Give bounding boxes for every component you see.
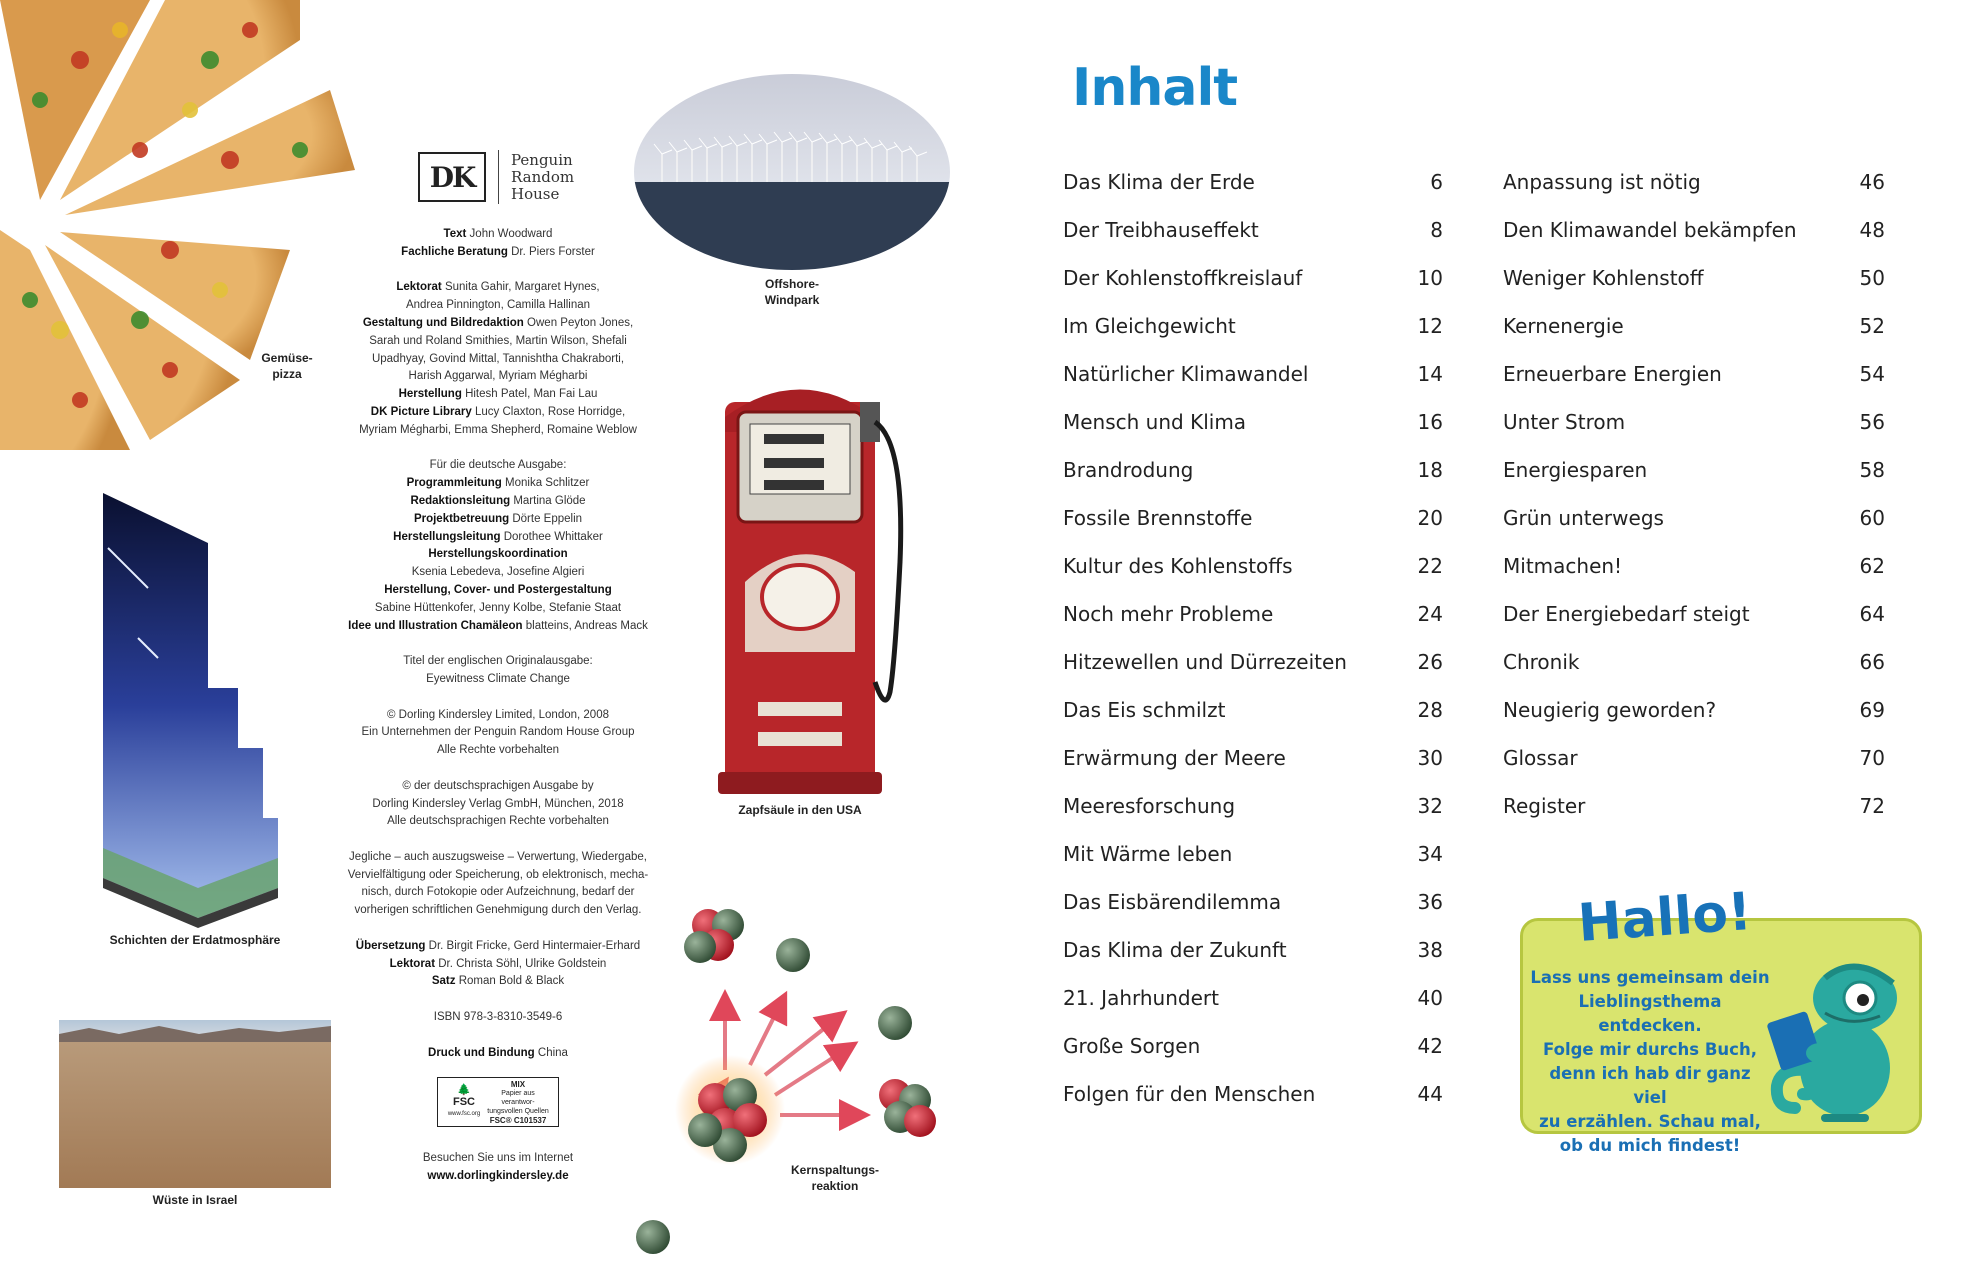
credit-value: Andrea Pinnington, Camilla Hallinan (405, 299, 591, 312)
atmosphere-layers-illustration (88, 488, 288, 928)
credit-line (338, 475, 658, 493)
credit-line (338, 582, 658, 600)
credit-line (338, 884, 658, 902)
credit-label: Lektorat (389, 957, 436, 970)
toc-entry-title: Der Energiebedarf steigt (1503, 602, 1750, 626)
credit-value: vorherigen schriftlichen Genehmigung durch den Verlag. (354, 904, 642, 917)
toc-entry[interactable] (1063, 167, 1443, 197)
gas-pump-photo (690, 362, 940, 802)
credit-line (338, 724, 658, 742)
credit-value: Owen Peyton Jones, (527, 316, 634, 329)
toc-entry-page: 50 (1859, 266, 1885, 290)
toc-entry[interactable] (1063, 599, 1443, 629)
toc-entry[interactable] (1063, 503, 1443, 533)
toc-entry[interactable] (1063, 743, 1443, 773)
credit-label: Herstellungskoordination (428, 548, 568, 561)
credit-value: Dr. Christa Söhl, Ulrike Goldstein (438, 957, 607, 970)
toc-entry-page: 66 (1859, 650, 1885, 674)
credit-value: Hitesh Patel, Man Fai Lau (465, 388, 598, 401)
credit-line (338, 546, 658, 564)
toc-entry-title: Große Sorgen (1063, 1034, 1201, 1058)
credit-value: Upadhyay, Govind Mittal, Tannishtha Chakraborti, (371, 352, 625, 365)
credits-block (338, 226, 658, 1062)
credit-line (338, 226, 658, 244)
credit-value: Monika Schlitzer (505, 477, 590, 490)
toc-entry-page: 20 (1417, 506, 1443, 530)
toc-entry-page: 46 (1859, 170, 1885, 194)
toc-entry[interactable] (1503, 503, 1885, 533)
credit-line (338, 653, 658, 671)
toc-entry-page: 16 (1417, 410, 1443, 434)
credit-value: Dörte Eppelin (512, 512, 583, 525)
toc-entry[interactable] (1063, 647, 1443, 677)
toc-entry-title: 21. Jahrhundert (1063, 986, 1219, 1010)
credit-line (338, 1009, 658, 1027)
toc-entry[interactable] (1503, 695, 1885, 725)
credit-value: Alle deutschsprachigen Rechte vorbehalten (387, 815, 609, 828)
pizza-caption: Gemüse- pizza (261, 351, 313, 381)
toc-entry[interactable] (1503, 407, 1885, 437)
nuclear-fission-illustration (630, 895, 950, 1275)
toc-right-column (1503, 167, 1885, 867)
credit-value: blatteins, Andreas Mack (525, 619, 648, 632)
toc-entry-page: 30 (1417, 746, 1443, 770)
credit-label: Herstellung, Cover- und Postergestaltung (384, 583, 612, 596)
credit-label: Programmleitung (406, 477, 502, 490)
credit-line (338, 742, 658, 760)
toc-entry-page: 69 (1859, 698, 1885, 722)
toc-entry-title: Das Klima der Zukunft (1063, 938, 1287, 962)
credit-line (338, 778, 658, 796)
gas-pump-caption: Zapfsäule in den USA (738, 803, 862, 817)
toc-entry[interactable] (1063, 263, 1443, 293)
toc-title: Inhalt (1072, 58, 1238, 118)
credit-value: China (537, 1046, 568, 1059)
toc-entry-title: Kernenergie (1503, 314, 1624, 338)
toc-entry-title: Das Klima der Erde (1063, 170, 1255, 194)
toc-entry[interactable] (1503, 263, 1885, 293)
website-link[interactable]: www.dorlingkindersley.de (427, 1169, 569, 1182)
toc-entry[interactable] (1503, 791, 1885, 821)
toc-entry[interactable] (1503, 599, 1885, 629)
credit-value: Sunita Gahir, Margaret Hynes, (444, 281, 600, 294)
credit-line (338, 315, 658, 333)
credit-value: Eyewitness Climate Change (426, 672, 570, 685)
credit-line (338, 351, 658, 369)
credit-line (338, 244, 658, 262)
toc-entry-title: Natürlicher Klimawandel (1063, 362, 1309, 386)
fission-caption: Kernspaltungs- reaktion (790, 1163, 879, 1193)
credit-label: Herstellung (398, 388, 462, 401)
fsc-tree-icon: 🌲 FSC www.fsc.org (447, 1084, 481, 1117)
toc-entry-title: Grün unterwegs (1503, 506, 1664, 530)
toc-entry[interactable] (1503, 215, 1885, 245)
toc-entry[interactable] (1503, 647, 1885, 677)
credit-value: Ksenia Lebedeva, Josefine Algieri (411, 566, 585, 579)
toc-entry[interactable] (1063, 407, 1443, 437)
credit-value: Lucy Claxton, Rose Horridge, (474, 405, 626, 418)
toc-entry-page: 48 (1859, 218, 1885, 242)
toc-entry[interactable] (1063, 887, 1443, 917)
credit-label: Projektbetreuung (413, 512, 510, 525)
credit-line (338, 849, 658, 867)
windpark-photo (632, 72, 952, 272)
desert-photo (59, 1020, 331, 1188)
toc-entry-page: 64 (1859, 602, 1885, 626)
toc-entry-page: 36 (1417, 890, 1443, 914)
credit-line (338, 493, 658, 511)
credit-value: Alle Rechte vorbehalten (436, 744, 560, 757)
toc-entry-page: 72 (1859, 794, 1885, 818)
toc-entry[interactable] (1503, 167, 1885, 197)
publisher-logo (418, 150, 574, 204)
toc-entry-title: Den Klimawandel bekämpfen (1503, 218, 1797, 242)
credit-line (338, 457, 658, 475)
credit-line (338, 707, 658, 725)
toc-entry-page: 32 (1417, 794, 1443, 818)
toc-entry-title: Der Treibhauseffekt (1063, 218, 1259, 242)
credit-line (338, 796, 658, 814)
toc-entry-title: Der Kohlenstoffkreislauf (1063, 266, 1303, 290)
credit-value: Harish Aggarwal, Myriam Mégharbi (408, 370, 588, 383)
toc-entry[interactable] (1063, 935, 1443, 965)
toc-entry[interactable] (1063, 1079, 1443, 1109)
credit-line (338, 333, 658, 351)
pizza-photo (0, 0, 380, 460)
credit-value: Dorling Kindersley Verlag GmbH, München, 2018 (372, 797, 624, 810)
credit-line (338, 902, 658, 920)
credit-line (338, 422, 658, 440)
toc-entry-title: Chronik (1503, 650, 1580, 674)
credit-label: Lektorat (396, 281, 442, 294)
credit-value: Myriam Mégharbi, Emma Shepherd, Romaine Weblow (359, 423, 637, 436)
credit-value: © Dorling Kindersley Limited, London, 2008 (387, 708, 609, 721)
toc-entry[interactable] (1503, 311, 1885, 341)
credit-line (338, 671, 658, 689)
toc-entry-title: Im Gleichgewicht (1063, 314, 1236, 338)
hallo-title: Hallo! (1576, 882, 1754, 954)
desert-caption: Wüste in Israel (152, 1193, 238, 1207)
toc-entry-title: Unter Strom (1503, 410, 1626, 434)
toc-entry-title: Neugierig geworden? (1503, 698, 1717, 722)
credit-line (338, 600, 658, 618)
toc-entry-page: 34 (1417, 842, 1443, 866)
credit-value: Für die deutsche Ausgabe: (429, 459, 567, 472)
credit-label: Text (443, 228, 467, 240)
credit-line (338, 813, 658, 831)
toc-entry-title: Weniger Kohlenstoff (1503, 266, 1704, 290)
toc-entry-page: 8 (1430, 218, 1443, 242)
toc-entry-page: 60 (1859, 506, 1885, 530)
credit-value: nisch, durch Fotokopie oder Aufzeichnung, bedarf der (361, 886, 635, 899)
credit-label: Gestaltung und Bildredaktion (362, 316, 524, 329)
toc-entry[interactable] (1063, 1031, 1443, 1061)
credit-line (338, 368, 658, 386)
publisher-line: Random (511, 167, 575, 186)
toc-entry[interactable] (1503, 743, 1885, 773)
toc-left-column (1063, 167, 1443, 1127)
toc-entry-page: 10 (1417, 266, 1443, 290)
toc-entry-page: 40 (1417, 986, 1443, 1010)
toc-entry-page: 52 (1859, 314, 1885, 338)
toc-entry-page: 26 (1417, 650, 1443, 674)
toc-entry-title: Anpassung ist nötig (1503, 170, 1701, 194)
toc-entry[interactable] (1063, 455, 1443, 485)
toc-entry[interactable] (1503, 359, 1885, 389)
credit-value: Sarah und Roland Smithies, Martin Wilson, Shefali (369, 334, 627, 347)
credit-value: John Woodward (469, 228, 553, 240)
credit-value: Sabine Hüttenkofer, Jenny Kolbe, Stefanie Staat (374, 601, 622, 614)
credit-line (338, 529, 658, 547)
toc-entry-title: Fossile Brennstoffe (1063, 506, 1253, 530)
toc-entry-title: Folgen für den Menschen (1063, 1082, 1316, 1106)
toc-entry-title: Register (1503, 794, 1586, 818)
toc-entry-page: 12 (1417, 314, 1443, 338)
toc-entry-page: 44 (1417, 1082, 1443, 1106)
toc-entry-title: Hitzewellen und Dürrezeiten (1063, 650, 1347, 674)
credit-value: Roman Bold & Black (458, 975, 565, 988)
toc-entry-title: Erneuerbare Energien (1503, 362, 1722, 386)
toc-entry[interactable] (1063, 359, 1443, 389)
credit-line (338, 956, 658, 974)
credit-label: Idee und Illustration Chamäleon (348, 619, 523, 632)
toc-entry-page: 18 (1417, 458, 1443, 482)
windpark-caption: Offshore- Windpark (764, 277, 820, 307)
publisher-line: House (511, 184, 560, 203)
atmosphere-caption: Schichten der Erdatmosphäre (109, 933, 281, 947)
toc-entry-title: Energiesparen (1503, 458, 1648, 482)
toc-entry-title: Brandrodung (1063, 458, 1194, 482)
credit-value: Martina Glöde (513, 494, 586, 507)
toc-entry-title: Kultur des Kohlenstoffs (1063, 554, 1293, 578)
credit-line (338, 618, 658, 636)
toc-entry-page: 38 (1417, 938, 1443, 962)
credit-line (338, 1045, 658, 1063)
toc-entry[interactable] (1503, 455, 1885, 485)
toc-entry[interactable] (1063, 215, 1443, 245)
credit-line (338, 511, 658, 529)
chameleon-icon (1765, 958, 1915, 1128)
toc-entry-title: Erwärmung der Meere (1063, 746, 1286, 770)
toc-entry[interactable] (1063, 551, 1443, 581)
credit-line (338, 564, 658, 582)
toc-entry-page: 14 (1417, 362, 1443, 386)
credit-line (338, 297, 658, 315)
toc-entry-title: Das Eis schmilzt (1063, 698, 1226, 722)
toc-entry-title: Mit Wärme leben (1063, 842, 1233, 866)
credit-label: Fachliche Beratung (401, 245, 508, 258)
credit-value: Ein Unternehmen der Penguin Random House Group (361, 726, 635, 739)
toc-entry-title: Noch mehr Probleme (1063, 602, 1274, 626)
toc-entry-page: 70 (1859, 746, 1885, 770)
toc-entry-title: Das Eisbärendilemma (1063, 890, 1282, 914)
credit-value: ISBN 978-3-8310-3549-6 (433, 1011, 563, 1024)
credit-label: Redaktionsleitung (410, 494, 511, 507)
credit-value: © der deutschsprachigen Ausgabe by (402, 779, 594, 792)
credit-line (338, 867, 658, 885)
fsc-label: 🌲 FSC www.fsc.org MIX Papier aus verantwor- tungsvollen Quellen FSC® C101537 (437, 1077, 559, 1127)
toc-entry-title: Mitmachen! (1503, 554, 1623, 578)
toc-entry-title: Glossar (1503, 746, 1578, 770)
toc-entry-page: 28 (1417, 698, 1443, 722)
toc-entry-title: Mensch und Klima (1063, 410, 1247, 434)
credit-label: Herstellungsleitung (393, 530, 501, 543)
toc-entry[interactable] (1063, 311, 1443, 341)
visit-text: Besuchen Sie uns im Internet (422, 1152, 574, 1164)
credit-value: Dr. Piers Forster (511, 245, 595, 258)
toc-entry-page: 42 (1417, 1034, 1443, 1058)
credit-value: Jegliche – auch auszugsweise – Verwertung, Wiedergabe, (349, 850, 647, 863)
toc-entry-page: 54 (1859, 362, 1885, 386)
toc-entry-page: 58 (1859, 458, 1885, 482)
credit-label: Übersetzung (355, 939, 426, 952)
credit-line (338, 938, 658, 956)
toc-entry[interactable] (1063, 695, 1443, 725)
credit-value: Dorothee Whittaker (503, 530, 603, 543)
dk-logo-icon: DK (418, 152, 486, 202)
toc-entry[interactable] (1063, 839, 1443, 869)
credit-value: Dr. Birgit Fricke, Gerd Hintermaier-Erhard (428, 939, 641, 952)
toc-entry[interactable] (1063, 983, 1443, 1013)
credit-line (338, 386, 658, 404)
toc-entry[interactable] (1503, 551, 1885, 581)
toc-entry[interactable] (1063, 791, 1443, 821)
toc-entry-page: 22 (1417, 554, 1443, 578)
credit-value: Vervielfältigung oder Speicherung, ob elektronisch, mecha- (347, 868, 649, 881)
credit-value: Titel der englischen Originalausgabe: (403, 655, 593, 668)
credit-line (338, 973, 658, 991)
toc-entry-page: 6 (1430, 170, 1443, 194)
hallo-text: Lass uns gemeinsam dein Lieblingsthema entdecken. Folge mir durchs Buch, denn ich hab dir ganz viel zu erzählen. Schau mal, ob du mich findest! (1530, 968, 1770, 1155)
credit-label: Druck und Bindung (428, 1046, 535, 1059)
publisher-line: Penguin (511, 150, 573, 169)
toc-entry-title: Meeresforschung (1063, 794, 1236, 818)
toc-entry-page: 24 (1417, 602, 1443, 626)
credit-line (338, 279, 658, 297)
credit-line (338, 404, 658, 422)
toc-entry-page: 56 (1859, 410, 1885, 434)
credit-label: DK Picture Library (370, 405, 472, 418)
toc-entry-page: 62 (1859, 554, 1885, 578)
credit-label: Satz (431, 975, 456, 988)
